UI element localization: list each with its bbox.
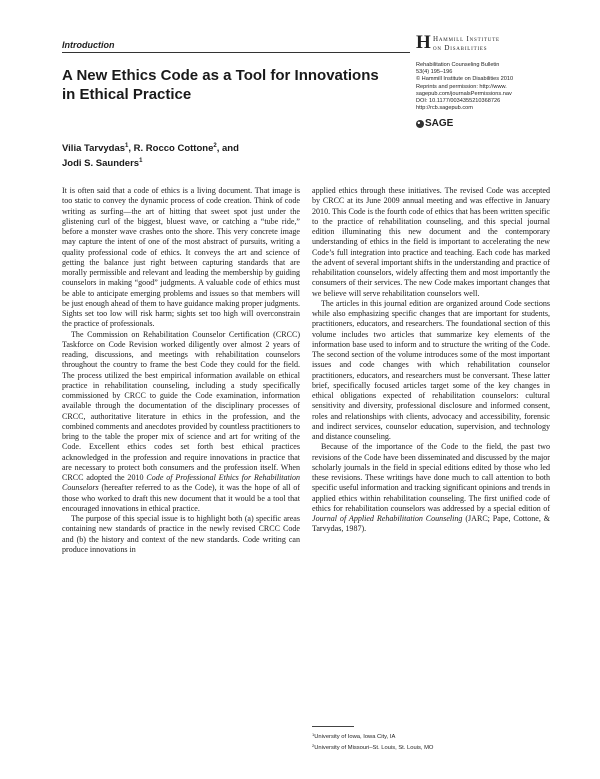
- journal-logo: [416, 34, 546, 56]
- italic-title: Code of Professional Ethics for Rehabilitation Counselors: [62, 473, 300, 493]
- paragraph: Because of the importance of the Code to the field, the past two revisions of the Code have been disseminated and discussed by the major scholarly journals in the field in special editions edited by those who led these revisions. These writings have done much to call attention to both specific useful information and tracking significant opinions and trends in applied ethics within rehabilitation counseling. The first unified code of ethics for rehabilitation counselors was addressed by a special edition of Journal of Applied Rehabilitation Counseling (JARC; Pape, Cottone, & Tarvydas, 1987).: [312, 442, 550, 534]
- journal-url[interactable]: http://rcb.sagepub.com: [416, 105, 473, 112]
- publication-meta: [416, 62, 586, 112]
- copyright: © Hammill Institute on Disabilities 2010: [416, 76, 514, 83]
- article-title: A New Ethics Code as a Tool for Innovations in Ethical Practice: [62, 67, 379, 103]
- paragraph: The articles in this journal edition are organized around Code sections while also emphasizing specific changes that are important for students, practitioners, educators, and researchers. The foundational section of this volume includes two articles that summarize key elements of the information base used to inform and to structure the writing of the Code. The second section of the volume introduces some of the most important issues and code changes with which rehabilitation counselor practitioners, educators, and researchers must be conversant. These latter brief, specifically focused articles target some of the key changes in ethical obligations expected of rehabilitation counselors: cultural sensitivity and diversity, professional disclosure and informed consent, roles and relationships with clients, advocacy and accessibility, forensic and indirect services, counselor education, supervision, and technology and distance counseling.: [312, 298, 550, 441]
- reprints-text: Reprints and permission: http://www.: [416, 83, 507, 90]
- affiliations: [312, 731, 552, 752]
- journal-brand-line2: on Disabilities: [433, 44, 488, 52]
- volume-pages: 53(4) 195–196: [416, 69, 453, 76]
- paragraph: It is often said that a code of ethics is a living document. That image is too static to convey the dynamic process of code creation. Think of code writing as surfing—the art of hitting that sweet spot just under the glistening curl of the biggest, bluest wave, or catching a “tube ride,” before a monster wave crashes onto the shore. This very concrete image may capture the intent of one of the most abstract of pursuits, writing a quality professional code of ethics. It conveys the art and science of getting the balance just right between capturing standards that are morally permissible and relevant and leading the membership by guiding counselors in making “good” judgments. A valuable code of ethics must be able to anticipate emerging problems and issues so that members will be just enough ahead of them to have guidance making proper judgments. Sights set too low will risk harm; sights set too high will overconstrain the practice of professionals.: [62, 186, 300, 329]
- journal-name: Rehabilitation Counseling Bulletin: [416, 62, 500, 68]
- header-rule: [62, 52, 410, 53]
- author-name: Vilia Tarvydas: [62, 143, 126, 154]
- author-list: Vilia Tarvydas$^1$, R. Rocco Cottone$^2$, and Jodi S. Saunders$^1$: [62, 143, 239, 169]
- paragraph: The purpose of this special issue is to highlight both (a) specific areas containing new standards of practice in the newly revised CRCC Code and (b) the history and context of the new standards. Code writing can produce innovations in: [62, 514, 300, 554]
- journal-brand-line1: Hammill Institute: [433, 35, 500, 43]
- footnote-rule: [312, 726, 354, 727]
- body-right-column: [312, 186, 550, 535]
- reprints-url[interactable]: sagepub.com/journalsPermissions.nav: [416, 90, 512, 97]
- hammill-logo-icon: H: [416, 32, 431, 53]
- affiliation-mark: 1: [125, 143, 129, 149]
- italic-title: Journal of Applied Rehabilitation Counseling: [312, 514, 463, 523]
- doi: DOI: 10.1177/0034355210368726: [416, 98, 501, 105]
- sage-logo: [416, 118, 453, 129]
- affiliation-item: $^1$University of Iowa, Iowa City, IA: [312, 732, 396, 740]
- affiliation-mark: 2: [213, 143, 217, 149]
- affiliation-mark: 1: [139, 158, 143, 164]
- paragraph: The Commission on Rehabilitation Counselor Certification (CRCC) Taskforce on Code Revision worked diligently over almost 2 years of reading, discussions, and meetings with rehabilitation counselors throughout the country to frame the best Code they could for the field. The process utilized the best empirical information available on ethical practice in rehabilitation counseling, including a study specifically commissioned by CRCC to guide the Code examination, information available through the documentation of the disciplinary processes of CRCC, authoritative literature in ethics in the profession, and the combined comments and anecdotes provided by countless practitioners to bring to the table the proper mix of science and art for writing of the Code. Excellent ethics codes set forth best ethical practices acknowledged in the profession and require innovations in practice that are necessary to protect both consumers and the profession itself. When CRCC adopted the 2010 Code of Professional Ethics for Rehabilitation Counselors (hereafter referred to as the Code), it was the hope of all of those who worked to draft this new document that it would be a tool that encouraged innovations in ethical practice.: [62, 329, 300, 513]
- affiliation-item: $^2$University of Missouri–St. Louis, St. Louis, MO: [312, 742, 434, 751]
- publisher-name: SAGE: [425, 118, 454, 129]
- author-name: R. Rocco Cottone: [133, 143, 214, 154]
- sage-globe-icon: [416, 120, 424, 128]
- body-left-column: [62, 186, 300, 555]
- paragraph: applied ethics through these initiatives. The revised Code was accepted by CRCC at its June 2009 annual meeting and was effective in January 2010. This Code is the fourth code of ethics that has been written specific to the practice of rehabilitation counseling, and this special journal edition illuminating this new document and the contemporary understanding of ethics in the field is important to accelerating the new Code’s full integration into practice and teaching. Each code has marked the advent of several important shifts in the understanding and practice of rehabilitation counselors, widely affecting them and most importantly the consumers of their services. The new Code makes important changes that we believe will serve rehabilitation counselors well.: [312, 186, 550, 298]
- author-name: Jodi S. Saunders: [62, 158, 140, 169]
- section-label: Introduction: [62, 40, 115, 50]
